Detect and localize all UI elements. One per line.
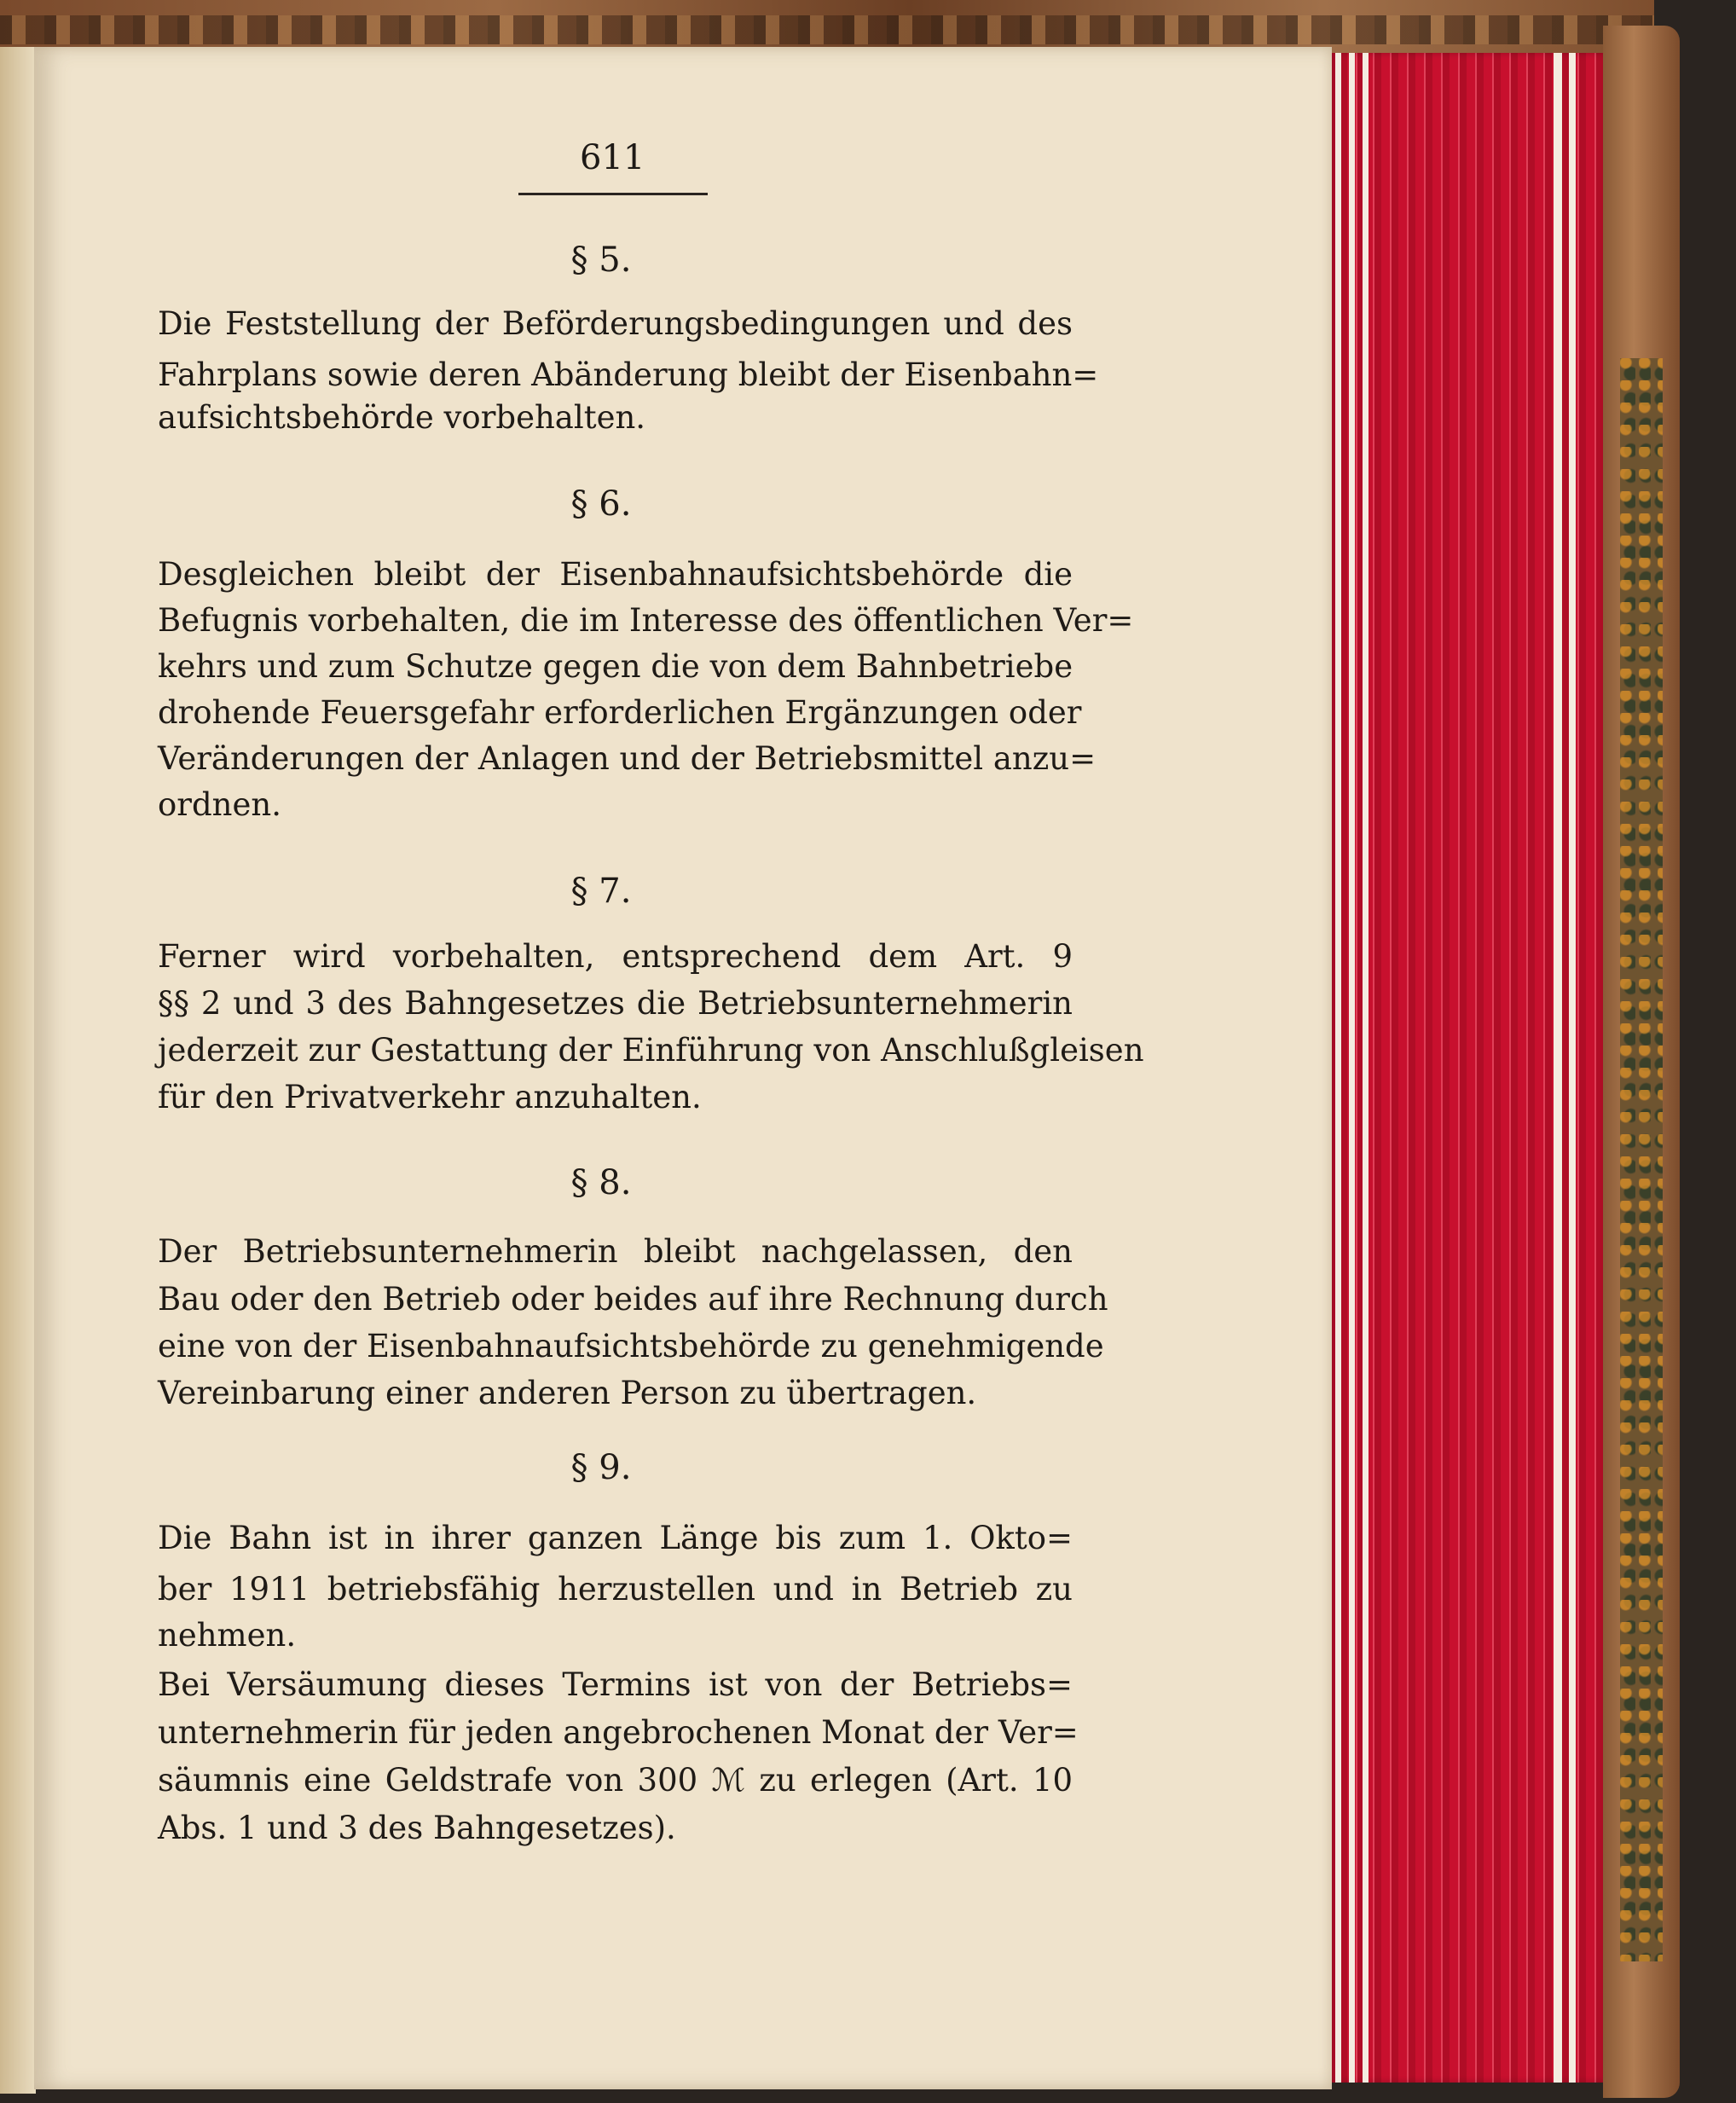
text-line: eine von der Eisenbahnaufsichtsbehörde zu genehmigende — [158, 1328, 1104, 1364]
text-line: §§ 2 und 3 des Bahngesetzes die Betriebsunternehmerin — [158, 985, 1073, 1022]
section-heading: § 7. — [570, 872, 632, 911]
text-line: kehrs und zum Schutze gegen die von dem Bahnbetriebe — [158, 648, 1073, 685]
text-line: jederzeit zur Gestattung der Einführung von Anschlußgleisen — [158, 1032, 1144, 1069]
text-line: nehmen. — [158, 1617, 297, 1654]
page-edge-highlight — [1335, 53, 1341, 2083]
facing-page-edge — [0, 47, 36, 2094]
text-line: Vereinbarung einer anderen Person zu übertragen. — [158, 1375, 977, 1411]
page-number: 611 — [580, 138, 645, 177]
header-rule — [518, 193, 708, 195]
text-line: für den Privatverkehr anzuhalten. — [158, 1079, 702, 1115]
text-line: säumnis eine Geldstrafe von 300 ℳ zu erlegen (Art. 10 — [158, 1762, 1073, 1799]
text-line: Desgleichen bleibt der Eisenbahnaufsichtsbehörde die — [158, 556, 1073, 593]
text-line: Fahrplans sowie deren Abänderung bleibt der Eisenbahn= — [158, 356, 1099, 393]
text-line: Bau oder den Betrieb oder beides auf ihre Rechnung durch — [158, 1281, 1108, 1318]
text-line: aufsichtsbehörde vorbehalten. — [158, 399, 646, 436]
red-page-edges — [1330, 53, 1603, 2083]
text-line: Der Betriebsunternehmerin bleibt nachgelassen, den — [158, 1233, 1073, 1270]
section-heading: § 6. — [570, 484, 632, 524]
text-line: Die Bahn ist in ihrer ganzen Länge bis zum 1. Okto= — [158, 1520, 1073, 1556]
text-line: ordnen. — [158, 786, 281, 823]
text-line: Veränderungen der Anlagen und der Betriebsmittel anzu= — [158, 740, 1097, 777]
page-edge-highlight — [1569, 53, 1576, 2083]
section-heading: § 8. — [570, 1163, 632, 1202]
marbled-cover-pattern — [1620, 358, 1663, 1961]
page-edge-highlight — [1349, 53, 1355, 2083]
page-edge-highlight — [1363, 53, 1369, 2083]
text-line: Befugnis vorbehalten, die im Interesse des öffentlichen Ver= — [158, 602, 1134, 639]
text-line: Abs. 1 und 3 des Bahngesetzes). — [158, 1810, 676, 1846]
text-line: Die Feststellung der Beförderungsbedingungen und des — [158, 305, 1073, 342]
text-line: ber 1911 betriebsfähig herzustellen und in Betrieb zu — [158, 1571, 1073, 1608]
text-line: Ferner wird vorbehalten, entsprechend dem Art. 9 — [158, 938, 1073, 975]
page-edge-highlight — [1554, 53, 1562, 2083]
text-line: Bei Versäumung dieses Termins ist von der Betriebs= — [158, 1666, 1073, 1703]
text-line: drohende Feuersgefahr erforderlichen Ergänzungen oder — [158, 694, 1082, 731]
section-heading: § 5. — [570, 240, 632, 280]
section-heading: § 9. — [570, 1448, 632, 1487]
text-line: unternehmerin für jeden angebrochenen Monat der Ver= — [158, 1714, 1079, 1751]
